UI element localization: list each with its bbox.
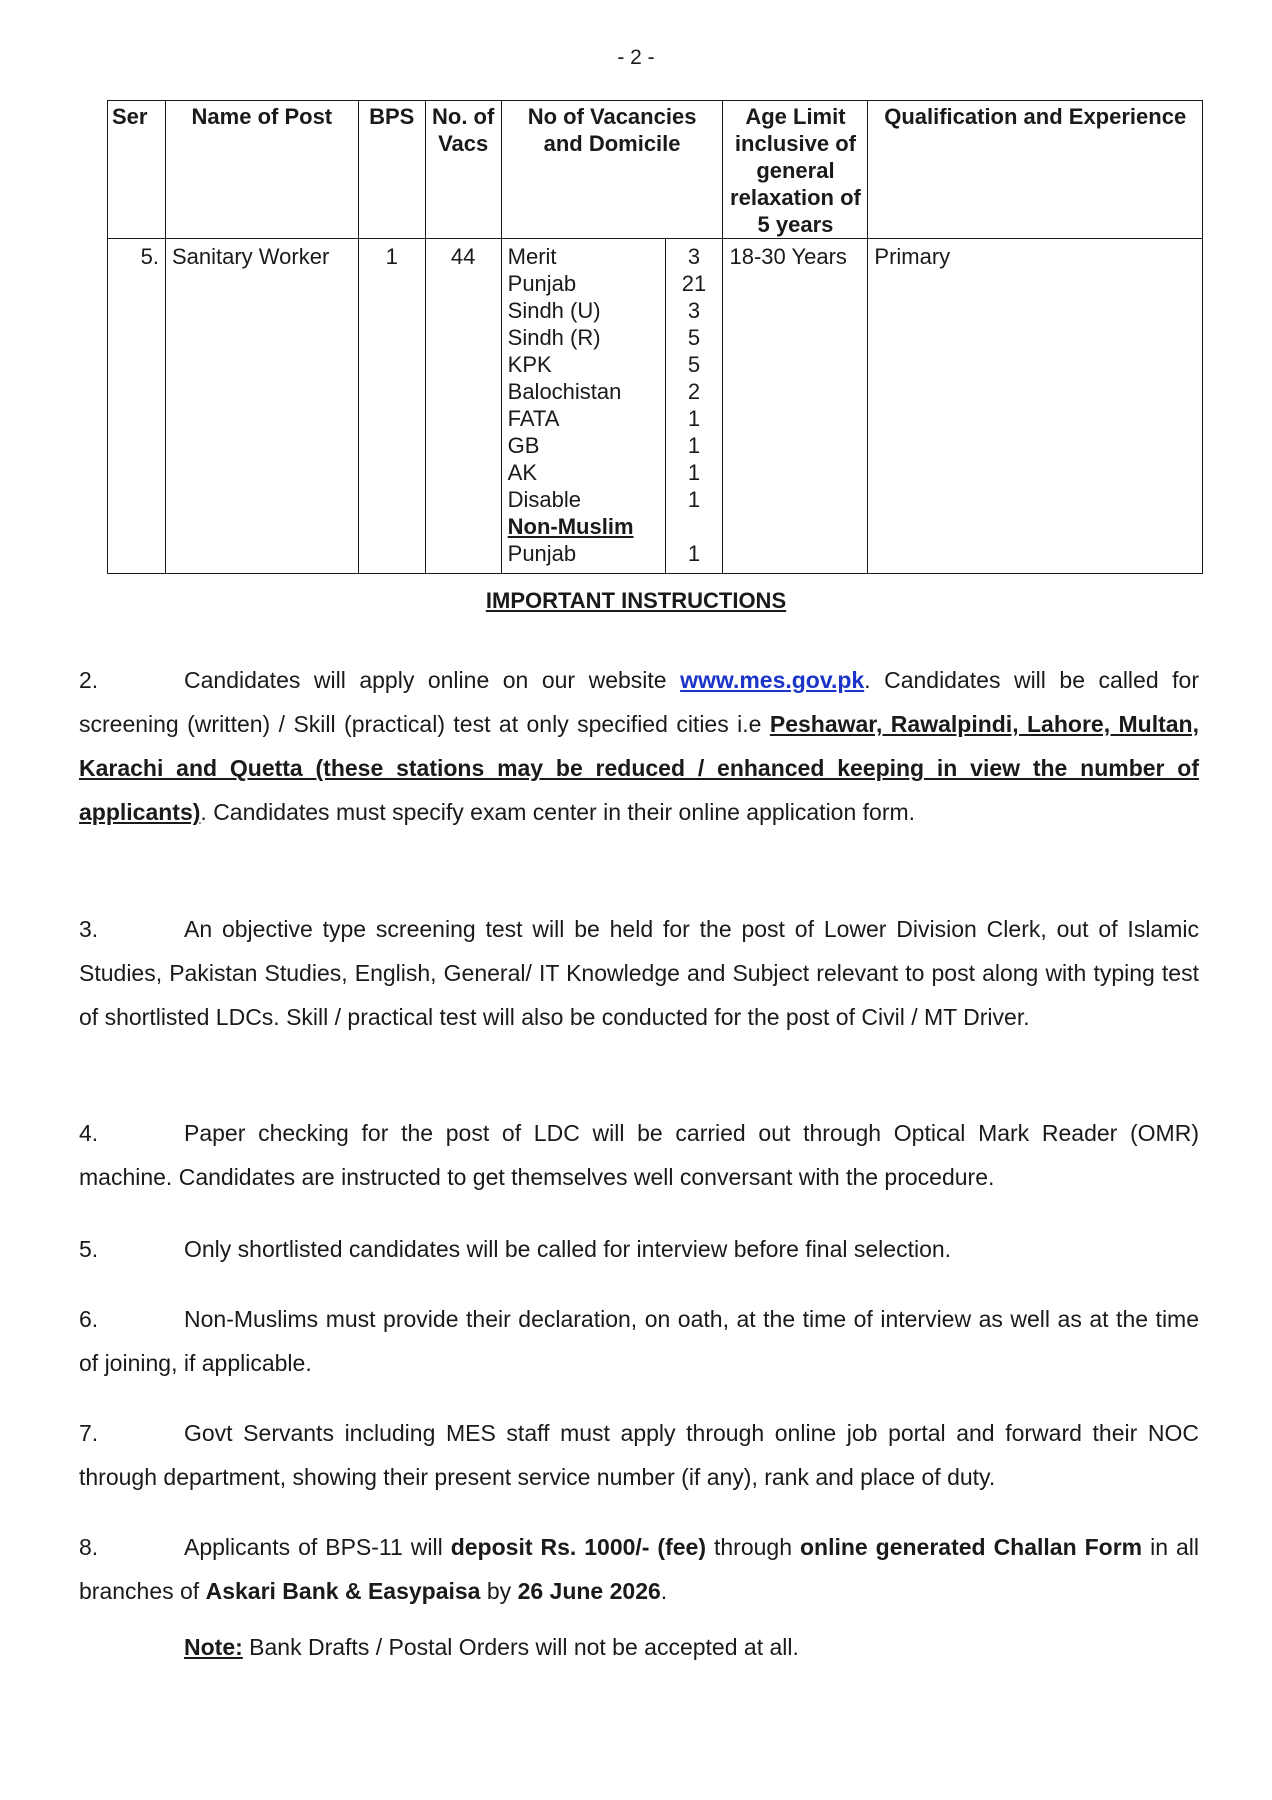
domicile-name: Punjab xyxy=(507,271,577,296)
instruction-7 xyxy=(79,1411,1199,1499)
para-number: 8. xyxy=(79,1534,99,1560)
domicile-count: 1 xyxy=(687,406,701,431)
para-text: . Candidates must specify exam center in their online application form. xyxy=(200,799,916,825)
para-number: 5. xyxy=(79,1236,99,1262)
spacer xyxy=(672,513,717,540)
domicile-name: Balochistan xyxy=(507,379,622,404)
domicile-name: Punjab xyxy=(507,541,577,566)
domicile-count: 3 xyxy=(687,244,701,269)
domicile-count: 1 xyxy=(687,487,701,512)
domicile-name: FATA xyxy=(507,406,560,431)
instruction-5 xyxy=(79,1227,1199,1271)
page-number: - 2 - xyxy=(617,46,655,69)
header-name-of-post: Name of Post xyxy=(165,101,358,239)
non-muslim-heading: Non-Muslim xyxy=(507,514,634,539)
deadline-date: 26 June 2026 xyxy=(517,1578,661,1604)
para-text: Govt Servants including MES staff must apply through online job portal and forward their NOC through department, showing their present service number (if any), rank and place of duty. xyxy=(79,1420,1199,1490)
cell-ser: 5. xyxy=(108,239,166,574)
cell-name-of-post: Sanitary Worker xyxy=(165,239,358,574)
cell-domicile-names xyxy=(501,239,665,574)
domicile-count: 1 xyxy=(687,460,701,485)
challan-form: online generated Challan Form xyxy=(799,1534,1143,1560)
domicile-name-list xyxy=(508,243,659,567)
fee-amount: deposit Rs. 1000/- (fee) xyxy=(450,1534,706,1560)
para-text: . xyxy=(660,1578,668,1604)
para-number: 2. xyxy=(79,667,99,693)
para-number: 3. xyxy=(79,916,99,942)
para-text: Only shortlisted candidates will be called for interview before final selection. xyxy=(184,1236,952,1262)
para-text: in all branches of xyxy=(79,1534,1199,1604)
instruction-2 xyxy=(79,658,1199,834)
cell-domicile-counts xyxy=(665,239,723,574)
para-text: Non-Muslims must provide their declaration, on oath, at the time of interview as well as at the time of joining, if applicable. xyxy=(79,1306,1199,1376)
domicile-name: Sindh (U) xyxy=(507,298,601,323)
header-no-of-vacs: No. of Vacs xyxy=(425,101,501,239)
exam-cities: Peshawar, Rawalpindi, Lahore, Multan, Karachi and Quetta (these stations may be reduced / enhanced keeping in view the number of applicants) xyxy=(79,711,1199,825)
instruction-8 xyxy=(79,1525,1199,1613)
para-text: An objective type screening test will be held for the post of Lower Division Clerk, out of Islamic Studies, Pakistan Studies, English, General/ IT Knowledge and Subject relevant to post along with typing test of shortlisted LDCs. Skill / practical test will also be conducted for the post of Civil / MT Driver. xyxy=(79,916,1199,1030)
para-text: . Candidates will be called for screening (written) / Skill (practical) test at only specified cities i.e xyxy=(79,667,1199,737)
header-bps: BPS xyxy=(358,101,425,239)
note-label: Note: xyxy=(184,1634,243,1660)
domicile-count: 1 xyxy=(687,541,701,566)
para-text: by xyxy=(480,1578,518,1604)
domicile-name: Merit xyxy=(507,244,557,269)
para-number: 6. xyxy=(79,1306,99,1332)
para-number: 4. xyxy=(79,1120,99,1146)
cell-age-limit: 18-30 Years xyxy=(723,239,868,574)
header-qualification: Qualification and Experience xyxy=(868,101,1203,239)
instructions-heading: IMPORTANT INSTRUCTIONS xyxy=(485,588,787,613)
para-number: 7. xyxy=(79,1420,99,1446)
domicile-name: Disable xyxy=(507,487,582,512)
bank-names: Askari Bank & Easypaisa xyxy=(205,1578,481,1604)
domicile-count-list xyxy=(672,243,717,567)
instruction-3 xyxy=(79,907,1199,1039)
note xyxy=(184,1625,799,1669)
note-text: Bank Drafts / Postal Orders will not be accepted at all. xyxy=(242,1634,799,1660)
para-text: Candidates will apply online on our website xyxy=(184,667,681,693)
cell-no-of-vacs: 44 xyxy=(425,239,501,574)
domicile-name: AK xyxy=(507,460,537,485)
domicile-count: 5 xyxy=(687,325,701,350)
header-age-limit: Age Limit inclusive of general relaxation of 5 years xyxy=(723,101,868,239)
domicile-name: GB xyxy=(507,433,540,458)
domicile-name: Sindh (R) xyxy=(507,325,601,350)
table-header-row xyxy=(108,101,1203,239)
table-row xyxy=(108,239,1203,574)
domicile-count: 5 xyxy=(687,352,701,377)
domicile-count: 21 xyxy=(681,271,707,296)
para-text: through xyxy=(706,1534,800,1560)
para-text: Applicants of BPS-11 will xyxy=(184,1534,451,1560)
cell-bps: 1 xyxy=(358,239,425,574)
website-link[interactable]: www.mes.gov.pk xyxy=(680,667,865,693)
domicile-count: 2 xyxy=(687,379,701,404)
instruction-4 xyxy=(79,1111,1199,1199)
para-text: Paper checking for the post of LDC will be carried out through Optical Mark Reader (OMR) machine. Candidates are instructed to get themselves well conversant with the procedure. xyxy=(79,1120,1199,1190)
header-domicile: No of Vacancies and Domicile xyxy=(501,101,723,239)
header-ser: Ser xyxy=(108,101,166,239)
vacancy-table xyxy=(107,100,1203,574)
domicile-count: 3 xyxy=(687,298,701,323)
cell-qualification: Primary xyxy=(868,239,1203,574)
domicile-count: 1 xyxy=(687,433,701,458)
instruction-6 xyxy=(79,1297,1199,1385)
domicile-name: KPK xyxy=(507,352,552,377)
